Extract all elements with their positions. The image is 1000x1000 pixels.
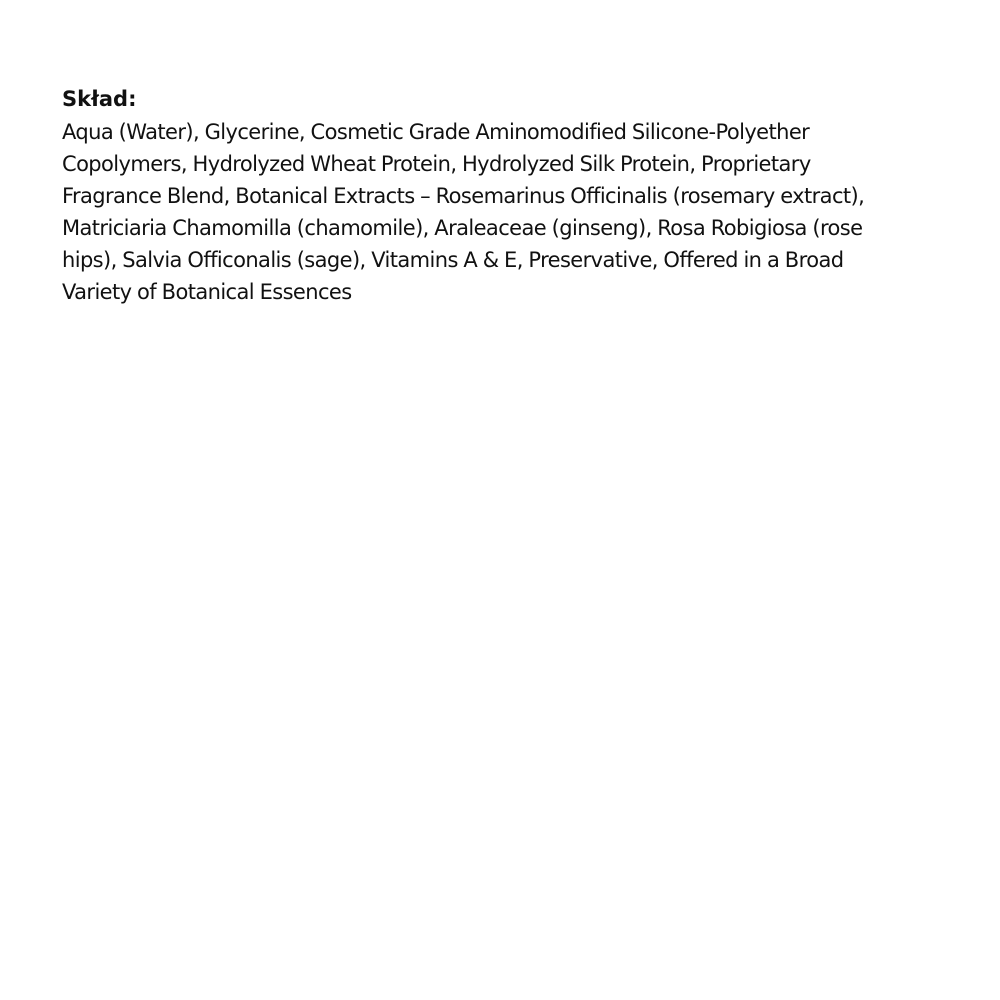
ingredients-section — [62, 84, 942, 308]
ingredients-line: Variety of Botanical Essences — [62, 280, 352, 304]
ingredients-line: Fragrance Blend, Botanical Extracts – Rosemarinus Officinalis (rosemary extract), — [62, 184, 865, 208]
ingredients-line: hips), Salvia Officonalis (sage), Vitamins A & E, Preservative, Offered in a Broad — [62, 248, 844, 272]
ingredients-line: Aqua (Water), Glycerine, Cosmetic Grade Aminomodified Silicone-Polyether — [62, 120, 810, 144]
ingredients-text — [62, 116, 942, 308]
ingredients-heading: Skład: — [62, 87, 137, 111]
ingredients-line: Matriciaria Chamomilla (chamomile), Araleaceae (ginseng), Rosa Robigiosa (rose — [62, 216, 863, 240]
ingredients-line: Copolymers, Hydrolyzed Wheat Protein, Hydrolyzed Silk Protein, Proprietary — [62, 152, 811, 176]
